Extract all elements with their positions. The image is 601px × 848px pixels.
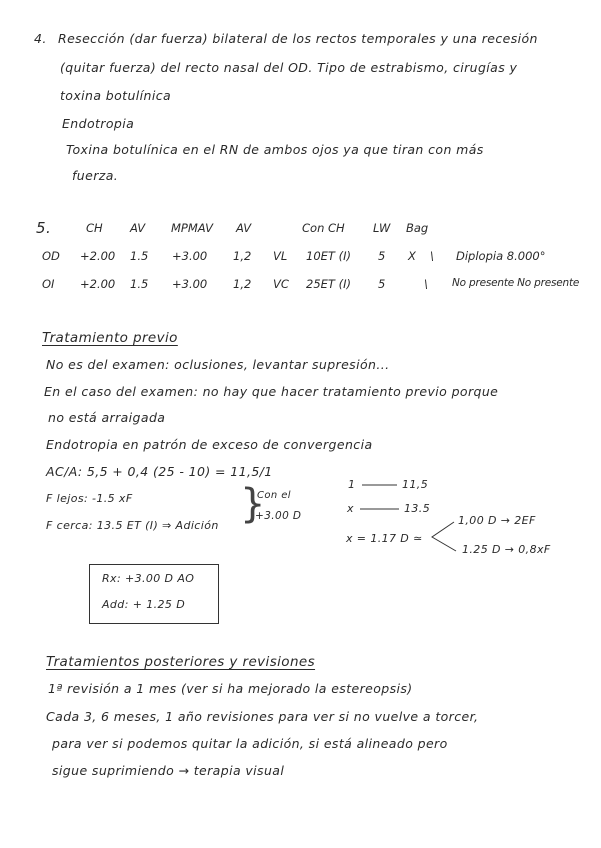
ratio-2-right: 13.5 (404, 502, 431, 515)
row-oi-eye: OI (42, 277, 55, 291)
row-od-bag: Diplopia 8.000° (456, 249, 546, 263)
ratio-option-2: 1.25 D → 0,8xF (462, 543, 551, 556)
tratamiento-previo-line-1: No es del examen: oclusiones, levantar supresión... (46, 357, 390, 372)
row-od-lw: 5 (378, 249, 386, 263)
row-oi-vision: VC (273, 277, 289, 291)
branch-arrow-icon (432, 522, 456, 551)
header-av-2: AV (236, 221, 252, 235)
header-mpmav: MPMAV (171, 221, 213, 235)
posteriores-line-4: sigue suprimiendo → terapia visual (52, 763, 285, 778)
posteriores-line-2: Cada 3, 6 meses, 1 año revisiones para ver si no vuelve a torcer, (46, 709, 479, 724)
section-4-line-6: fuerza. (72, 168, 119, 183)
section-4-line-5: Toxina botulínica en el RN de ambos ojos ya que tiran con más (66, 142, 484, 157)
tratamiento-previo-title: Tratamiento previo (42, 330, 178, 346)
row-od-ch: +2.00 (80, 249, 116, 263)
header-av: AV (130, 221, 146, 235)
brace-icon: } (240, 481, 266, 527)
posteriores-line-3: para ver si podemos quitar la adición, si está alineado pero (52, 736, 448, 751)
row-od-av2: 1,2 (233, 249, 252, 263)
ratio-2-left: x (347, 502, 354, 515)
ac-a-formula: AC/A: 5,5 + 0,4 (25 - 10) = 11,5/1 (46, 464, 273, 479)
section-4-line-3: toxina botulínica (60, 88, 172, 103)
section-5-number: 5. (36, 219, 52, 237)
row-od-mpmav: +3.00 (172, 249, 208, 263)
row-od-lw-mark: X (408, 249, 416, 263)
ratio-1-right: 11,5 (402, 478, 429, 491)
row-od-conch: 10ET (I) (306, 249, 351, 263)
header-con-ch: Con CH (302, 221, 345, 235)
section-4-line-2: (quitar fuerza) del recto nasal del OD. Tipo de estrabismo, cirugías y (60, 60, 518, 75)
ratio-option-1: 1,00 D → 2EF (458, 514, 536, 527)
row-oi-mpmav: +3.00 (172, 277, 208, 291)
row-oi-bag-mark: \ (424, 277, 428, 291)
f-cerca: F cerca: 13.5 ET (I) ⇒ Adición (46, 519, 219, 532)
row-oi-av2: 1,2 (233, 277, 252, 291)
brace-note-line-1: Con el (257, 490, 291, 501)
add-line: Add: + 1.25 D (102, 598, 186, 611)
tratamiento-previo-line-2: En el caso del examen: no hay que hacer tratamiento previo porque (44, 384, 499, 399)
tratamientos-posteriores-title: Tratamientos posteriores y revisiones (46, 654, 316, 670)
brace-note-line-2: +3.00 D (255, 510, 302, 522)
posteriores-line-1: 1ª revisión a 1 mes (ver si ha mejorado la estereopsis) (48, 681, 413, 696)
row-od-vision: VL (273, 249, 288, 263)
rx-box (89, 564, 219, 624)
row-oi-av: 1.5 (130, 277, 149, 291)
section-4-number: 4. (34, 31, 47, 46)
header-lw: LW (373, 221, 391, 235)
rx-line: Rx: +3.00 D AO (102, 572, 195, 585)
section-4-line-4: Endotropia (62, 116, 135, 131)
section-4-line-1: Resección (dar fuerza) bilateral de los rectos temporales y una recesión (58, 31, 538, 46)
header-ch: CH (86, 221, 103, 235)
tratamiento-previo-line-4: Endotropia en patrón de exceso de convergencia (46, 437, 373, 452)
row-od-av: 1.5 (130, 249, 149, 263)
row-od-eye: OD (42, 249, 60, 263)
row-oi-ch: +2.00 (80, 277, 116, 291)
header-bag: Bag (406, 221, 429, 235)
tratamiento-previo-line-3: no está arraigada (48, 410, 166, 425)
row-oi-bag: No presente No presente (452, 277, 580, 289)
ratio-1-left: 1 (348, 478, 356, 491)
row-oi-lw: 5 (378, 277, 386, 291)
row-oi-conch: 25ET (I) (306, 277, 351, 291)
ratio-result: x = 1.17 D ≃ (346, 532, 423, 545)
row-od-bag-mark: \ (430, 249, 434, 263)
f-lejos: F lejos: -1.5 xF (46, 492, 133, 505)
